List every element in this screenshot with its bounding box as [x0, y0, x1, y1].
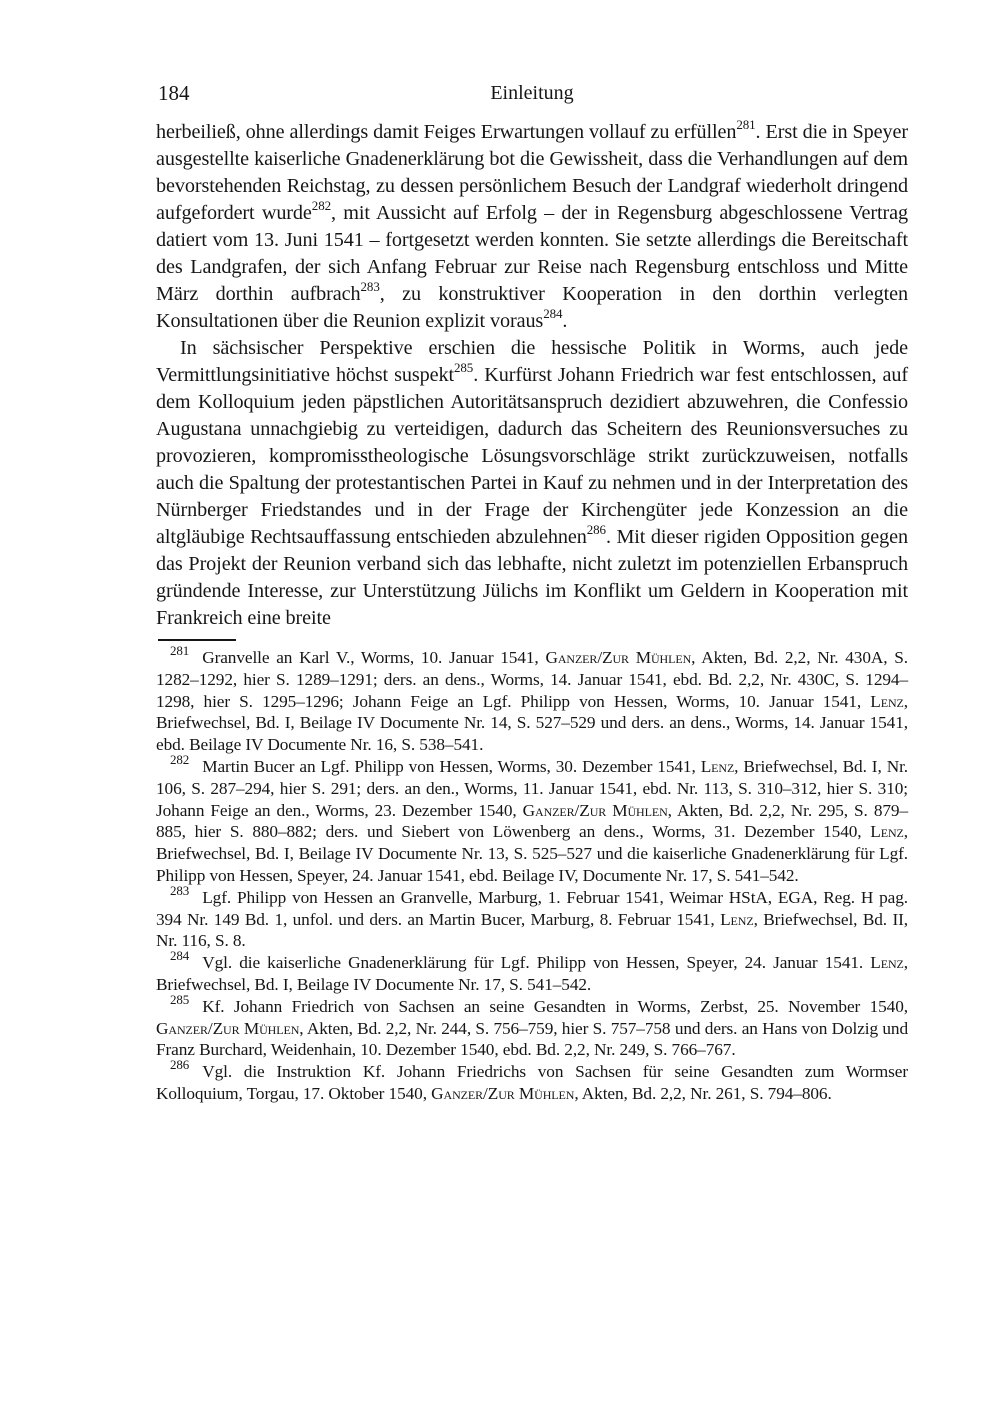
- small-caps-name: Lenz: [870, 822, 904, 842]
- text-run: . Erst die in Speyer ausgestellte kaiserliche Gnadenerklärung bot die Gewissheit, dass die Verhandlungen auf dem bevorstehenden Reichstag, zu dessen persönlichem Besuch der Landgraf wiederholt dringend aufgefordert wurde: [156, 121, 908, 224]
- body-paragraph: [156, 335, 908, 632]
- text-run: Martin Bucer an Lgf. Philipp von Hessen, Worms, 30. Dezember 1541,: [202, 756, 701, 776]
- footnote-ref: 284: [543, 306, 563, 322]
- text-run: , Briefwechsel, Bd. I, Beilage IV Documente Nr. 17, S. 541–542.: [156, 953, 908, 994]
- text-run: , Akten, Bd. 2,2, Nr. 430A, S. 1282–1292, hier S. 1289–1291; ders. an dens., Worms, 14. Januar 1541, ebd. Bd. 2,2, Nr. 430C, S. 1294–1298, hier S. 1295–1296; Johann Feige an Lgf. Philipp von Hessen, Worms, 10. Januar 1541,: [156, 648, 908, 711]
- text-run: , Briefwechsel, Bd. II, Nr. 116, S. 8.: [156, 909, 908, 951]
- footnote-ref: 283: [360, 279, 380, 295]
- footnote: [156, 1057, 908, 1105]
- body-paragraph: [156, 119, 908, 335]
- text-run: , Akten, Bd. 2,2, Nr. 295, S. 879–885, hier S. 880–882; ders. und Siebert von Löwenberg an dens., Worms, 31. Dezember 1540,: [156, 800, 908, 842]
- footnote-ref: 282: [311, 198, 331, 214]
- text-run: , Briefwechsel, Bd. I, Beilage IV Documente Nr. 14, S. 527–529 und ders. an dens., Worms, 14. Januar 1541, ebd. Beilage IV Documente Nr. 16, S. 538–541.: [156, 691, 908, 755]
- footnote: [156, 991, 908, 1061]
- small-caps-name: Ganzer/Zur Mühlen: [156, 1018, 300, 1038]
- footnote-separator: [158, 639, 236, 641]
- running-head: Einleitung: [490, 82, 574, 104]
- small-caps-name: Lenz: [700, 756, 735, 776]
- text-run: .: [562, 310, 568, 332]
- text-run: . Mit dieser rigiden Opposition gegen das Projekt der Reunion verband sich das lebhafte, nicht zuletzt im potenziellen Erbanspruch gründende Interesse, zur Unterstützung Jülichs im Konflikt um Geldern in Kooperation mit Frankreich eine breite: [156, 526, 908, 629]
- body-text: [156, 119, 908, 632]
- text-run: Granvelle an Karl V., Worms, 10. Januar 1541,: [202, 648, 546, 667]
- text-run: , zu konstruktiver Kooperation in den dorthin verlegten Konsultationen über die Reunion explizit voraus: [156, 283, 908, 332]
- small-caps-name: Ganzer/Zur Mühlen: [522, 800, 668, 820]
- small-caps-name: Lenz: [870, 691, 904, 711]
- text-run: herbeiließ, ohne allerdings damit Feiges Erwartungen vollauf zu erfüllen: [156, 121, 737, 143]
- footnote-number: 283: [170, 883, 190, 898]
- text-run: Vgl. die kaiserliche Gnadenerklärung für Lgf. Philipp von Hessen, Speyer, 24. Januar 1541.: [202, 953, 871, 973]
- small-caps-name: Lenz: [870, 953, 904, 973]
- footnote: [156, 752, 908, 887]
- footnote: [156, 883, 908, 952]
- text-block: [156, 83, 908, 1105]
- small-caps-name: Ganzer/Zur Mühlen: [431, 1083, 575, 1103]
- footnote-ref: 286: [586, 522, 606, 538]
- text-run: Kf. Johann Friedrich von Sachsen an seine Gesandten in Worms, Zerbst, 25. November 1540,: [202, 996, 908, 1016]
- footnote: [156, 643, 908, 756]
- text-run: , mit Aussicht auf Erfolg – der in Regensburg abgeschlossene Vertrag datiert vom 13. Juni 1541 – fortgesetzt werden konnten. Sie setzte allerdings die Bereitschaft des Landgrafen, der sich Anfang Februar zur Reise nach Regensburg entschloss und Mitte März dorthin aufbrach: [156, 202, 908, 305]
- text-run: . Kurfürst Johann Friedrich war fest entschlossen, auf dem Kolloquium jeden päpstlichen Autoritätsanspruch dezidiert abzuwehren, die Confessio Augustana unnachgiebig zu verteidigen, dadurch das Scheitern des Reunionsversuches zu provozieren, kompromisstheologische Lösungsvorschläge strikt zurückzuweisen, notfalls auch die Spaltung der protestantischen Partei in Kauf zu nehmen und in der Interpretation des Nürnberger Friedstandes und in der Frage der Kirchengüter jede Konzession an die altgläubige Rechtsauffassung entschieden abzulehnen: [156, 364, 908, 548]
- small-caps-name: Ganzer/Zur Mühlen: [545, 648, 692, 667]
- text-run: , Briefwechsel, Bd. I, Beilage IV Documente Nr. 13, S. 525–527 und die kaiserliche Gnadenerklärung für Lgf. Philipp von Hessen, Speyer, 24. Januar 1541, ebd. Beilage IV, Documente Nr. 17, S. 541–542.: [156, 822, 908, 885]
- text-run: Lgf. Philipp von Hessen an Granvelle, Marburg, 1. Februar 1541, Weimar HStA, EGA, Reg. H pag. 394 Nr. 149 Bd. 1, unfol. und ders. an Martin Bucer, Marburg, 8. Februar 1541,: [156, 887, 908, 929]
- footnote-number: 285: [170, 991, 190, 1007]
- text-run: In sächsischer Perspektive erschien die hessische Politik in Worms, auch jede Vermittlungsinitiative höchst suspekt: [156, 337, 908, 386]
- footnote-number: 282: [170, 752, 190, 768]
- text-run: Vgl. die Instruktion Kf. Johann Friedrichs von Sachsen für seine Gesandten zum Wormser Kolloquium, Torgau, 17. Oktober 1540,: [156, 1062, 908, 1103]
- page-number: 184: [158, 81, 190, 105]
- text-run: , Briefwechsel, Bd. I, Nr. 106, S. 287–294, hier S. 291; ders. an den., Worms, 11. Januar 1541, ebd. Nr. 113, S. 310–312, hier S. 310; Johann Feige an den., Worms, 23. Dezember 1540,: [156, 756, 908, 820]
- footnote-number: 281: [170, 643, 190, 659]
- footnote-number: 284: [170, 948, 190, 964]
- footnote: [156, 948, 908, 996]
- text-run: , Akten, Bd. 2,2, Nr. 244, S. 756–759, hier S. 757–758 und ders. an Hans von Dolzig und Franz Burchard, Weidenhain, 10. Dezember 1540, ebd. Bd. 2,2, Nr. 249, S. 766–767.: [156, 1018, 908, 1060]
- small-caps-name: Lenz: [720, 909, 754, 929]
- page-header: [156, 83, 908, 104]
- text-run: , Akten, Bd. 2,2, Nr. 261, S. 794–806.: [574, 1083, 832, 1103]
- footnote-number: 286: [170, 1057, 190, 1073]
- footnote-ref: 281: [736, 117, 756, 133]
- footnotes: [156, 643, 908, 1105]
- footnote-ref: 285: [454, 360, 474, 376]
